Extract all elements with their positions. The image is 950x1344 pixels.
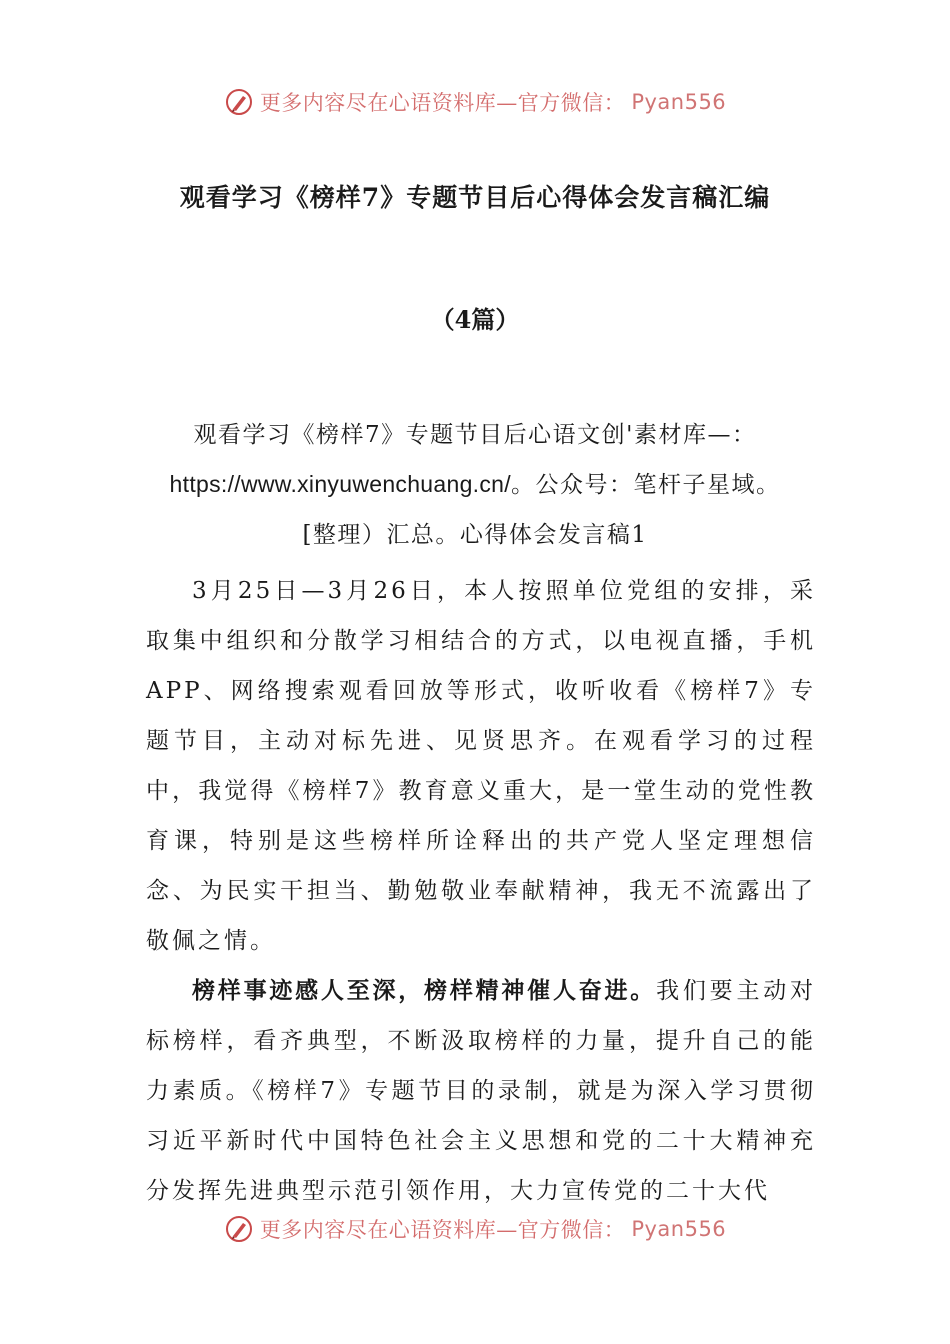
header-banner — [0, 82, 950, 122]
footer-banner-text: 更多内容尽在心语资料库—官方微信： — [259, 1218, 626, 1242]
footer-banner — [0, 1209, 950, 1249]
footer-banner-content — [224, 1214, 726, 1244]
intro-account: 。公众号：笔杆子星域。 — [510, 472, 781, 498]
intro-line-1: 观看学习《榜样7》专题节目后心语文创'素材库—： — [193, 422, 757, 448]
paragraph-2 — [146, 966, 816, 1216]
footer-banner-wechat-id: Pyan556 — [631, 1217, 727, 1241]
document-body — [146, 566, 816, 1216]
pen-logo-icon — [224, 87, 254, 117]
intro-line-3: [整理）汇总。心得体会发言稿1 — [302, 522, 648, 548]
paragraph-1: 3月25日—3月26日，本人按照单位党组的安排，采取集中组织和分散学习相结合的方式，以电视直播，手机APP、网络搜索观看回放等形式，收听收看《榜样7》专题节目，主动对标先进、见贤思齐。在观看学习的过程中，我觉得《榜样7》教育意义重大，是一堂生动的党性教育课，特别是这些榜样所诠释出的共产党人坚定理想信念、为民实干担当、勤勉敬业奉献精神，我无不流露出了敬佩之情。 — [146, 578, 816, 954]
banner-wechat-id: Pyan556 — [631, 90, 727, 114]
paragraph-2-text: 我们要主动对标榜样，看齐典型，不断汲取榜样的力量，提升自己的能力素质。《榜样7》专题节目的录制，就是为深入学习贯彻习近平新时代中国特色社会主义思想和党的二十大精神充分发挥先进典型示范引领作用，大力宣传党的二十大代 — [146, 978, 817, 1204]
document-title: 观看学习《榜样7》专题节目后心得体会发言稿汇编 — [179, 183, 771, 212]
banner-text: 更多内容尽在心语资料库—官方微信： — [259, 91, 626, 115]
intro-url: https://www.xinyuwenchuang.cn/ — [169, 471, 511, 497]
intro-line-2 — [0, 466, 950, 499]
banner-content — [224, 87, 726, 117]
paragraph-2-lead: 榜样事迹感人至深，榜样精神催人奋进。 — [192, 977, 657, 1004]
pen-logo-icon — [224, 1214, 254, 1244]
document-subtitle: （4篇） — [430, 305, 520, 334]
